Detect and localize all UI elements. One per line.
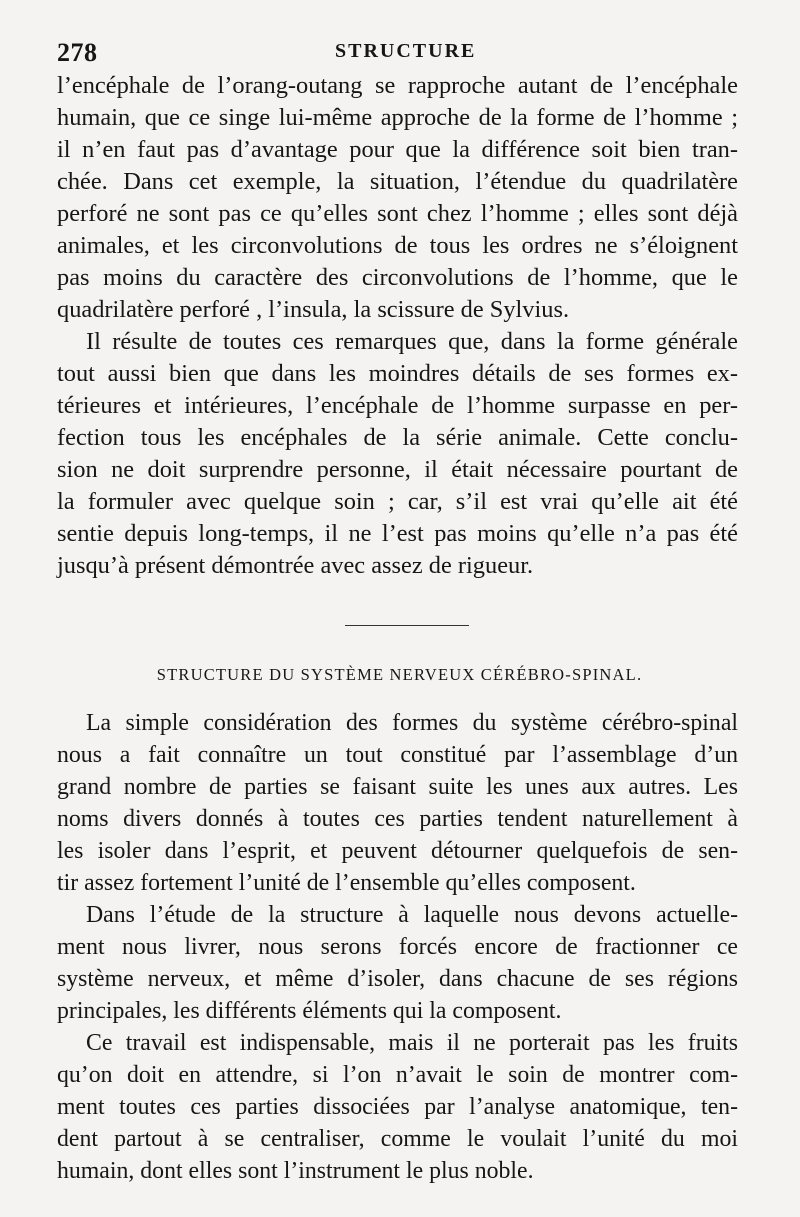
text-line: il n’en faut pas d’avantage pour que la différence soit bien tran- [57, 136, 738, 163]
text-line: jusqu’à présent démontrée avec assez de rigueur. [57, 552, 534, 579]
text-line: tout aussi bien que dans les moindres détails de ses formes ex- [57, 360, 738, 387]
text-line: ment toutes ces parties dissociées par l’analyse anatomique, ten- [57, 1094, 738, 1120]
text-line: principales, les différents éléments qui la composent. [57, 998, 562, 1024]
text-line: La simple considération des formes du système cérébro-spinal [86, 710, 738, 736]
text-line: qu’on doit en attendre, si l’on n’avait le soin de montrer com- [57, 1062, 738, 1088]
page-number: 278 [57, 38, 98, 67]
text-line: système nerveux, et même d’isoler, dans chacune de ses régions [57, 966, 738, 992]
text-line: Il résulte de toutes ces remarques que, dans la forme générale [86, 328, 738, 355]
text-line: chée. Dans cet exemple, la situation, l’étendue du quadrilatère [57, 168, 738, 195]
text-line: humain, dont elles sont l’instrument le plus noble. [57, 1158, 534, 1184]
text-line: les isoler dans l’esprit, et peuvent détourner quelquefois de sen- [57, 838, 738, 864]
text-line: sion ne doit surprendre personne, il était nécessaire pourtant de [57, 456, 738, 483]
text-line: l’encéphale de l’orang-outang se rapproche autant de l’encéphale [57, 72, 738, 99]
text-line: humain, que ce singe lui-même approche de la forme de l’homme ; [57, 104, 738, 131]
text-line: dent partout à se centraliser, comme le voulait l’unité du moi [57, 1126, 738, 1152]
text-line: Ce travail est indispensable, mais il ne porterait pas les fruits [86, 1030, 738, 1056]
text-line: térieures et intérieures, l’encéphale de l’homme surpasse en per- [57, 392, 738, 419]
text-line: tir assez fortement l’unité de l’ensemble qu’elles composent. [57, 870, 636, 896]
text-line: la formuler avec quelque soin ; car, s’il est vrai qu’elle ait été [57, 488, 738, 515]
section-heading: STRUCTURE DU SYSTÈME NERVEUX CÉRÉBRO-SPINAL. [156, 665, 643, 684]
page-header [57, 32, 742, 67]
text-line: animales, et les circonvolutions de tous les ordres ne s’éloignent [57, 232, 738, 259]
text-line: pas moins du caractère des circonvolutions de l’homme, que le [57, 264, 738, 291]
text-line: Dans l’étude de la structure à laquelle nous devons actuelle- [86, 902, 738, 928]
text-line: ment nous livrer, nous serons forcés encore de fractionner ce [57, 934, 738, 960]
text-line: noms divers donnés à toutes ces parties tendent naturellement à [57, 806, 738, 832]
running-title: STRUCTURE [335, 40, 477, 62]
text-line: fection tous les encéphales de la série animale. Cette conclu- [57, 424, 738, 451]
text-line: perforé ne sont pas ce qu’elles sont chez l’homme ; elles sont déjà [57, 200, 738, 227]
text-line: quadrilatère perforé , l’insula, la scissure de Sylvius. [57, 296, 570, 323]
section-separator-rule [345, 625, 469, 626]
text-line: grand nombre de parties se faisant suite les unes aux autres. Les [57, 774, 738, 800]
text-line: nous a fait connaître un tout constitué par l’assemblage d’un [57, 742, 738, 768]
text-line: sentie depuis long-temps, il ne l’est pas moins qu’elle n’a pas été [57, 520, 738, 547]
